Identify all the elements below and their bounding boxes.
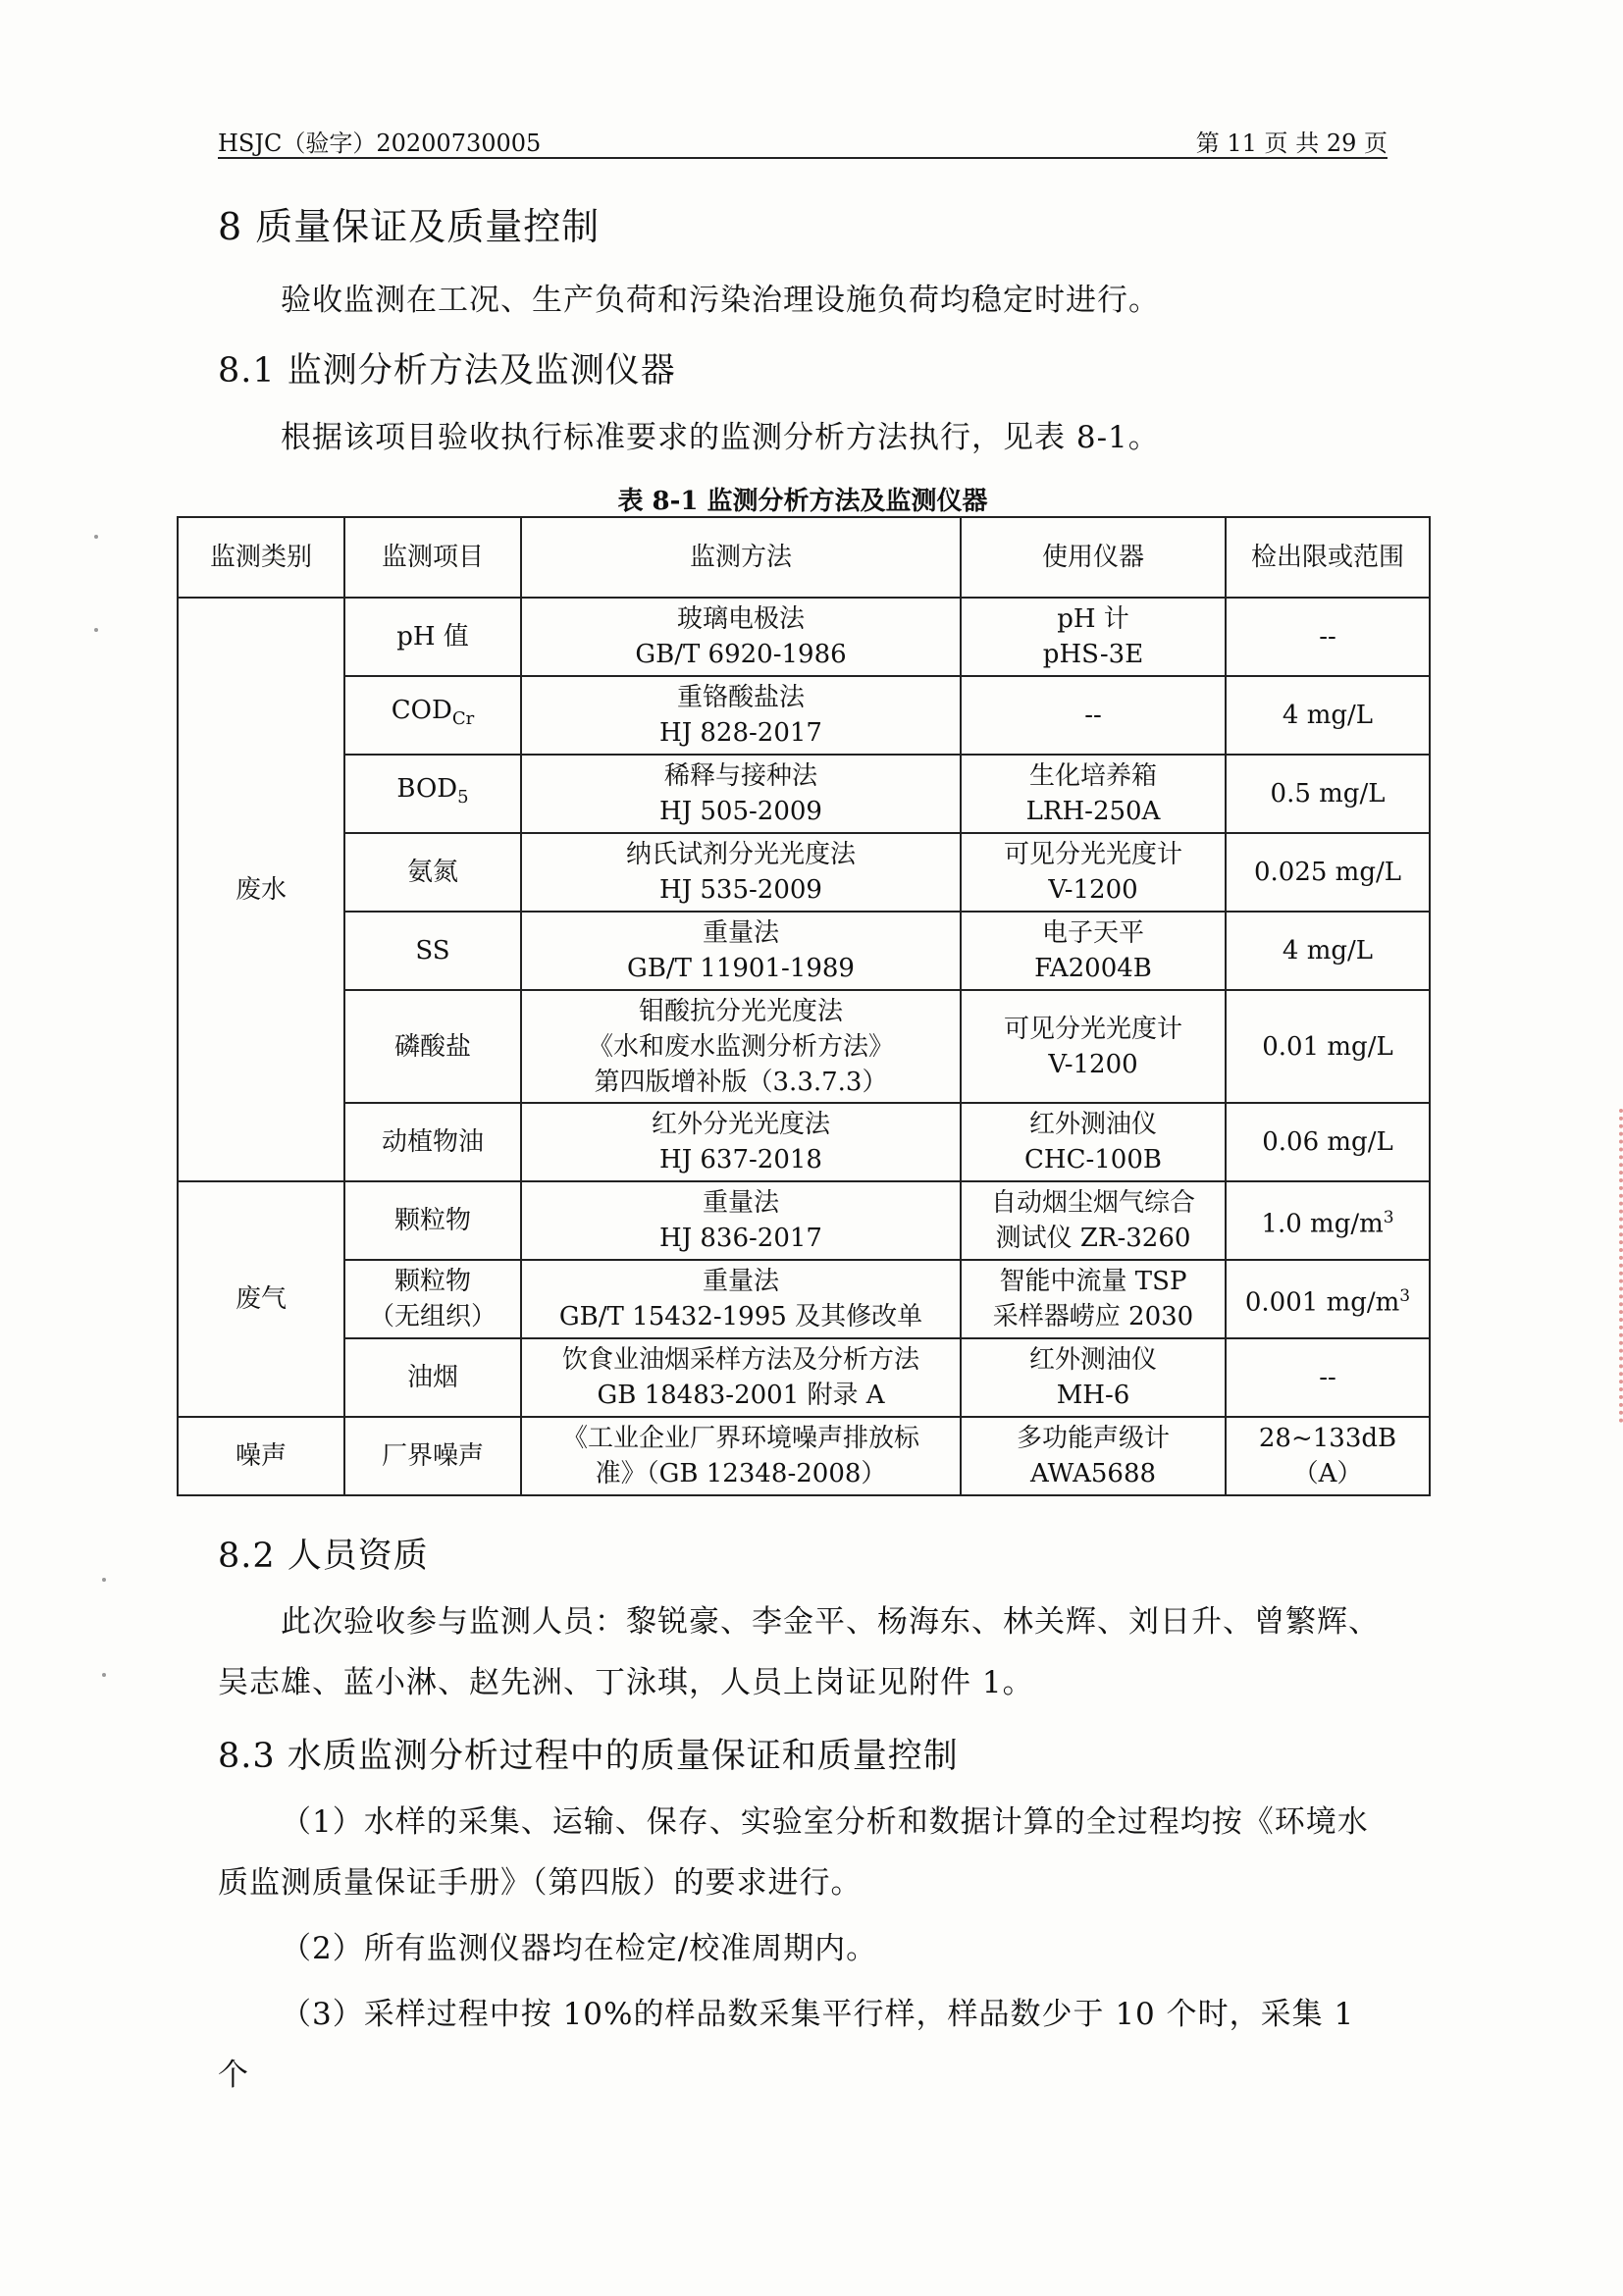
group-wastewater: 废水 <box>178 598 344 1181</box>
limit-cell: 0.01 mg/L <box>1226 990 1430 1103</box>
header-category: 监测类别 <box>178 517 344 598</box>
table-row <box>178 755 1430 833</box>
item-cell: 氨氮 <box>344 833 521 912</box>
group-noise: 噪声 <box>178 1417 344 1495</box>
table-row <box>178 990 1430 1103</box>
method-cell: 重量法 GB/T 11901-1989 <box>521 912 961 990</box>
method-cell: 重量法 HJ 836-2017 <box>521 1181 961 1260</box>
header-limit: 检出限或范围 <box>1226 517 1430 598</box>
instrument-cell: 可见分光光度计 V-1200 <box>961 833 1226 912</box>
table-row <box>178 1103 1430 1181</box>
limit-text: 1.0 mg/m <box>1261 1209 1384 1239</box>
table-row <box>178 1338 1430 1417</box>
item-cell: 油烟 <box>344 1338 521 1417</box>
item-cell: 磷酸盐 <box>344 990 521 1103</box>
item-cell: 颗粒物 （无组织） <box>344 1260 521 1338</box>
table-row <box>178 598 1430 676</box>
group-waste-gas: 废气 <box>178 1181 344 1417</box>
limit-text: 0.001 mg/m <box>1244 1287 1400 1318</box>
limit-cell: 4 mg/L <box>1226 912 1430 990</box>
section-8-3-title: 8.3 水质监测分析过程中的质量保证和质量控制 <box>218 1737 959 1776</box>
item-cell: SS <box>344 912 521 990</box>
method-cell: 《工业企业厂界环境噪声排放标 准》（GB 12348-2008） <box>521 1417 961 1495</box>
table-row <box>178 912 1430 990</box>
instrument-cell: 多功能声级计 AWA5688 <box>961 1417 1226 1495</box>
limit-cell: -- <box>1226 1338 1430 1417</box>
instrument-cell: 红外测油仪 CHC-100B <box>961 1103 1226 1181</box>
instrument-cell: 电子天平 FA2004B <box>961 912 1226 990</box>
table-row <box>178 833 1430 912</box>
limit-cell: 4 mg/L <box>1226 676 1430 755</box>
seal-stamp-edge <box>1603 1109 1623 1423</box>
limit-superscript: 3 <box>1399 1285 1411 1306</box>
section-8-1-title: 8.1 监测分析方法及监测仪器 <box>218 351 676 391</box>
document-id: HSJC（验字）20200730005 <box>218 130 542 157</box>
item-cell: pH 值 <box>344 598 521 676</box>
scan-speck <box>94 628 98 632</box>
instrument-cell: pH 计 pHS-3E <box>961 598 1226 676</box>
header-item: 监测项目 <box>344 517 521 598</box>
item-cell: 厂界噪声 <box>344 1417 521 1495</box>
limit-cell: -- <box>1226 598 1430 676</box>
limit-cell <box>1226 1260 1430 1338</box>
header-method: 监测方法 <box>521 517 961 598</box>
limit-cell: 0.5 mg/L <box>1226 755 1430 833</box>
methods-table <box>177 516 1431 1496</box>
table-row <box>178 1260 1430 1338</box>
method-cell: 稀释与接种法 HJ 505-2009 <box>521 755 961 833</box>
method-cell: 玻璃电极法 GB/T 6920-1986 <box>521 598 961 676</box>
table-row <box>178 1417 1430 1495</box>
item-cell <box>344 755 521 833</box>
qc-item-3: （3）采样过程中按 10%的样品数采集平行样，样品数少于 10 个时，采集 1 个 <box>218 1997 1355 2093</box>
method-cell: 钼酸抗分光光度法 《水和废水监测分析方法》 第四版增补版（3.3.7.3） <box>521 990 961 1103</box>
item-subscript: Cr <box>451 708 475 730</box>
table-row <box>178 676 1430 755</box>
instrument-cell: 自动烟尘烟气综合 测试仪 ZR-3260 <box>961 1181 1226 1260</box>
qc-item-2: （2）所有监测仪器均在检定/校准周期内。 <box>281 1931 878 1966</box>
item-cell: 颗粒物 <box>344 1181 521 1260</box>
section-8-intro: 验收监测在工况、生产负荷和污染治理设施负荷均稳定时进行。 <box>281 283 1160 318</box>
limit-superscript: 3 <box>1383 1207 1394 1227</box>
method-cell: 红外分光光度法 HJ 637-2018 <box>521 1103 961 1181</box>
method-cell: 重量法 GB/T 15432-1995 及其修改单 <box>521 1260 961 1338</box>
page-header <box>218 122 1387 159</box>
method-cell: 重铬酸盐法 HJ 828-2017 <box>521 676 961 755</box>
table-header-row <box>178 517 1430 598</box>
instrument-cell: 可见分光光度计 V-1200 <box>961 990 1226 1103</box>
table-caption: 表 8-1 监测分析方法及监测仪器 <box>617 487 988 516</box>
page-number: 第 11 页 共 29 页 <box>1195 130 1387 157</box>
section-8-title: 8 质量保证及质量控制 <box>218 205 601 248</box>
instrument-cell: -- <box>961 676 1226 755</box>
qc-item-1: （1）水样的采集、运输、保存、实验室分析和数据计算的全过程均按《环境水质监测质量保证手册》（第四版）的要求进行。 <box>218 1804 1369 1901</box>
table-row <box>178 1181 1430 1260</box>
item-subscript: 5 <box>457 787 469 809</box>
item-text: COD <box>391 696 452 726</box>
item-text: BOD <box>396 774 458 805</box>
section-8-2-title: 8.2 人员资质 <box>218 1537 429 1576</box>
instrument-cell: 生化培养箱 LRH-250A <box>961 755 1226 833</box>
section-8-1-intro: 根据该项目验收执行标准要求的监测分析方法执行，见表 8-1。 <box>281 420 1160 455</box>
item-cell <box>344 676 521 755</box>
item-cell: 动植物油 <box>344 1103 521 1181</box>
limit-cell <box>1226 1181 1430 1260</box>
method-cell: 纳氏试剂分光光度法 HJ 535-2009 <box>521 833 961 912</box>
header-instrument: 使用仪器 <box>961 517 1226 598</box>
method-cell: 饮食业油烟采样方法及分析方法 GB 18483-2001 附录 A <box>521 1338 961 1417</box>
limit-cell: 0.06 mg/L <box>1226 1103 1430 1181</box>
limit-cell: 28~133dB（A） <box>1226 1417 1430 1495</box>
scan-speck <box>94 535 98 539</box>
instrument-cell: 智能中流量 TSP 采样器崂应 2030 <box>961 1260 1226 1338</box>
instrument-cell: 红外测油仪 MH-6 <box>961 1338 1226 1417</box>
section-8-2-text: 此次验收参与监测人员：黎锐豪、李金平、杨海东、林关辉、刘日升、曾繁辉、吴志雄、蓝小淋、赵先洲、丁泳琪，人员上岗证见附件 1。 <box>218 1604 1380 1700</box>
limit-cell: 0.025 mg/L <box>1226 833 1430 912</box>
scan-speck <box>102 1578 106 1582</box>
scan-speck <box>102 1673 106 1677</box>
